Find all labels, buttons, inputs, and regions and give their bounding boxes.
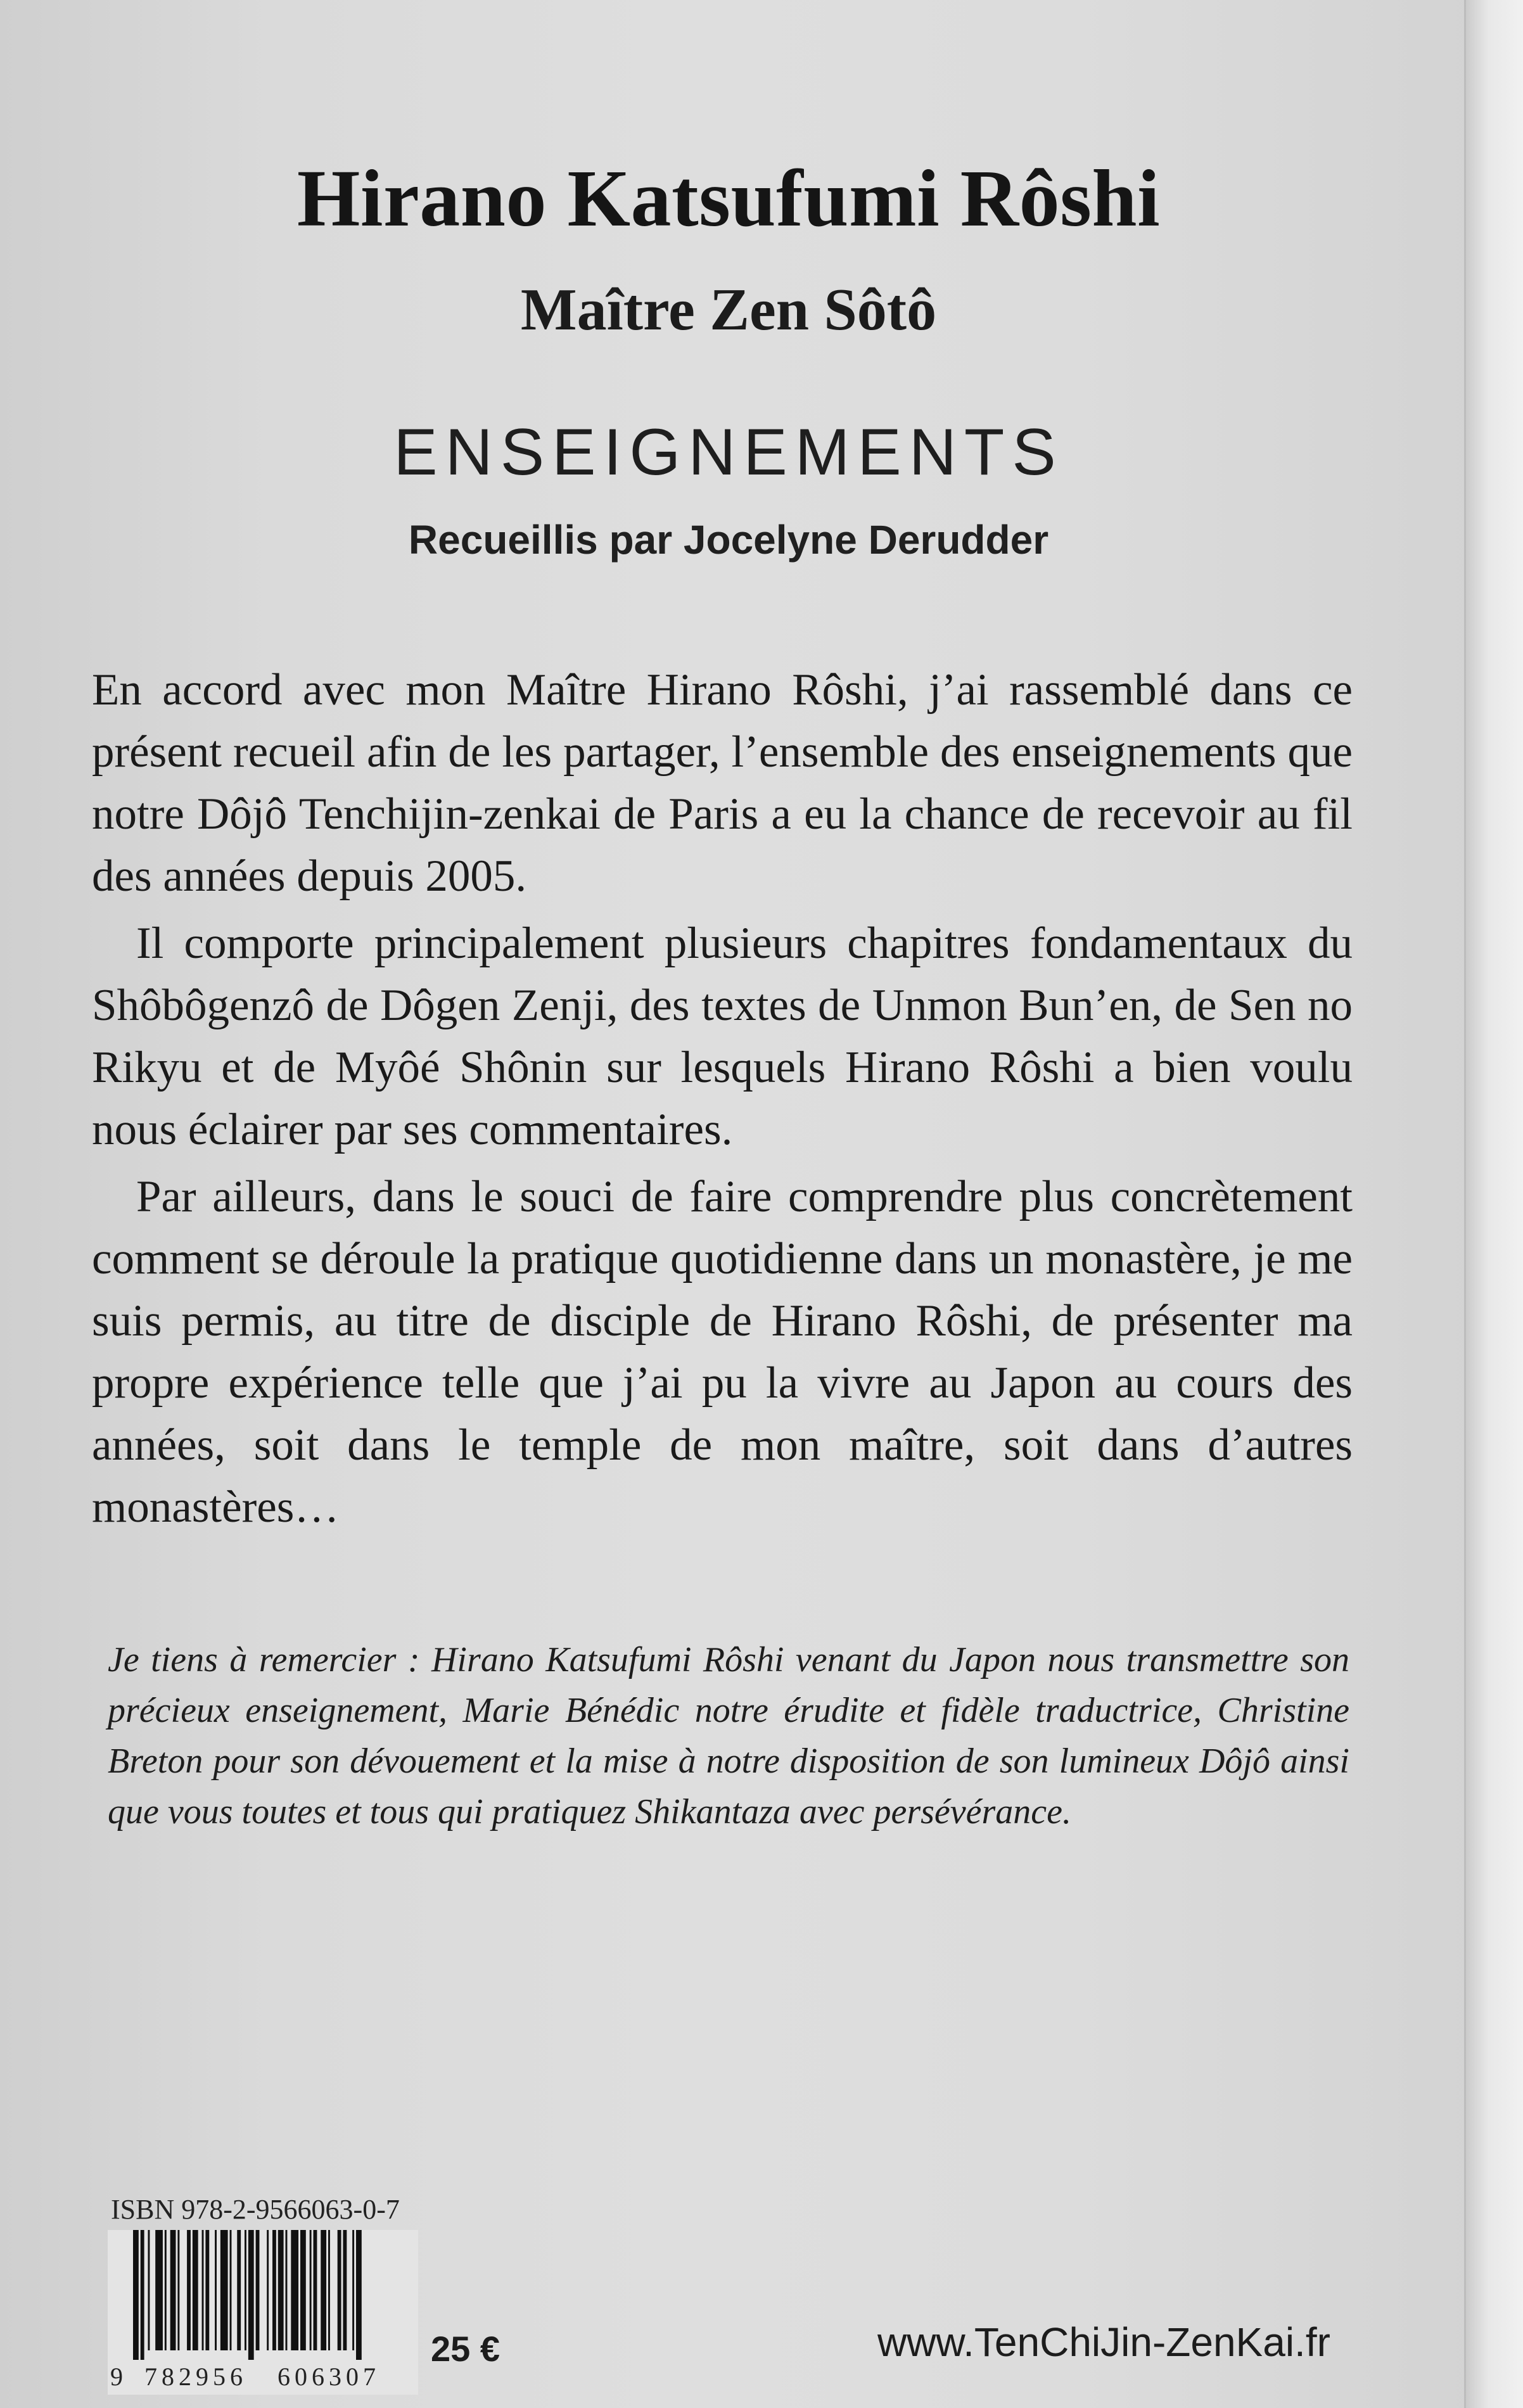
blurb-paragraph: En accord avec mon Maître Hirano Rôshi, j’ai rassemblé dans ce présent recueil afin de les partager, l’ensemble des enseignements que notre Dôjô Tenchijin-zenkai de Paris a eu la chance de recevoir au fil des années depuis 2005. [92, 665, 1353, 901]
acknowledgements: Je tiens à remercier : Hirano Katsufumi Rôshi venant du Japon nous transmettre son précieux enseignement, Marie Bénédic notre érudite et fidèle traductrice, Christine Breton pour son dévouement et la mise à notre disposition de son lumineux Dôjô ainsi que vous toutes et tous qui pratiquez Shikantaza avec persévérance. [108, 1640, 1349, 1831]
blurb-paragraph: Il comporte principalement plusieurs chapitres fondamentaux du Shôbôgenzô de Dôgen Zenji, des textes de Unmon Bun’en, de Sen no Rikyu et de Myôé Shônin sur lesquels Hirano Rôshi a bien voulu nous éclairer par ses commentaires. [92, 919, 1353, 1154]
barcode-bar [237, 2230, 241, 2350]
barcode-bar [148, 2230, 150, 2350]
barcode-bar [155, 2230, 163, 2350]
barcode-bar [245, 2230, 246, 2350]
barcode-digits-left: 782956 [144, 2362, 247, 2391]
barcode-digit-first: 9 [110, 2362, 123, 2391]
book-title: ENSEIGNEMENTS [393, 416, 1064, 489]
barcode-bar [141, 2230, 144, 2360]
barcode-bar [248, 2230, 254, 2360]
cover-edge [1464, 0, 1523, 2408]
collected-by: Recueillis par Jocelyne Derudder [408, 517, 1049, 563]
barcode-bar [314, 2230, 317, 2350]
barcode-bar [220, 2230, 228, 2350]
blurb [92, 659, 1353, 1543]
barcode-bar [193, 2230, 198, 2350]
barcode-bar [356, 2230, 362, 2360]
barcode-bar [286, 2230, 288, 2350]
barcode-bar [272, 2230, 276, 2350]
author-name: Hirano Katsufumi Rôshi [296, 153, 1161, 243]
barcode-bar [278, 2230, 284, 2350]
barcode-bar [215, 2230, 217, 2350]
barcode-bar [328, 2230, 330, 2350]
isbn-number: ISBN 978-2-9566063-0-7 [111, 2194, 400, 2225]
barcode-bar [256, 2230, 260, 2350]
barcode-bar [202, 2230, 204, 2350]
author-subtitle: Maître Zen Sôtô [520, 277, 937, 343]
barcode-bar [338, 2230, 341, 2350]
barcode-bar [187, 2230, 191, 2350]
barcode-bar [205, 2230, 209, 2350]
barcode-bar [291, 2230, 298, 2350]
blurb-paragraph: Par ailleurs, dans le souci de faire comprendre plus concrètement comment se déroule la pratique quotidienne dans un monastère, je me suis permis, au titre de disciple de Hirano Rôshi, de présenter ma propre expérience telle que j’ai pu la vivre au Japon au cours des années, soit dans le temple de mon maître, soit dans d’autres monastères… [92, 1172, 1353, 1532]
barcode-bar [267, 2230, 269, 2350]
barcode-bar [133, 2230, 139, 2360]
barcode-bar [321, 2230, 326, 2350]
barcode-bar [230, 2230, 232, 2350]
barcode-bar [343, 2230, 347, 2350]
barcode-digits [108, 2357, 418, 2395]
barcode-bar [170, 2230, 176, 2350]
barcode-bars [133, 2230, 412, 2360]
barcode-bar [177, 2230, 179, 2350]
barcode [108, 2230, 418, 2395]
barcode-bar [300, 2230, 306, 2350]
price: 25 € [431, 2329, 500, 2369]
barcode-bar [352, 2230, 354, 2350]
barcode-bar [310, 2230, 312, 2350]
website-url: www.TenChiJin-ZenKai.fr [877, 2319, 1330, 2365]
barcode-bar [165, 2230, 167, 2350]
barcode-digits-right: 606307 [277, 2362, 380, 2391]
